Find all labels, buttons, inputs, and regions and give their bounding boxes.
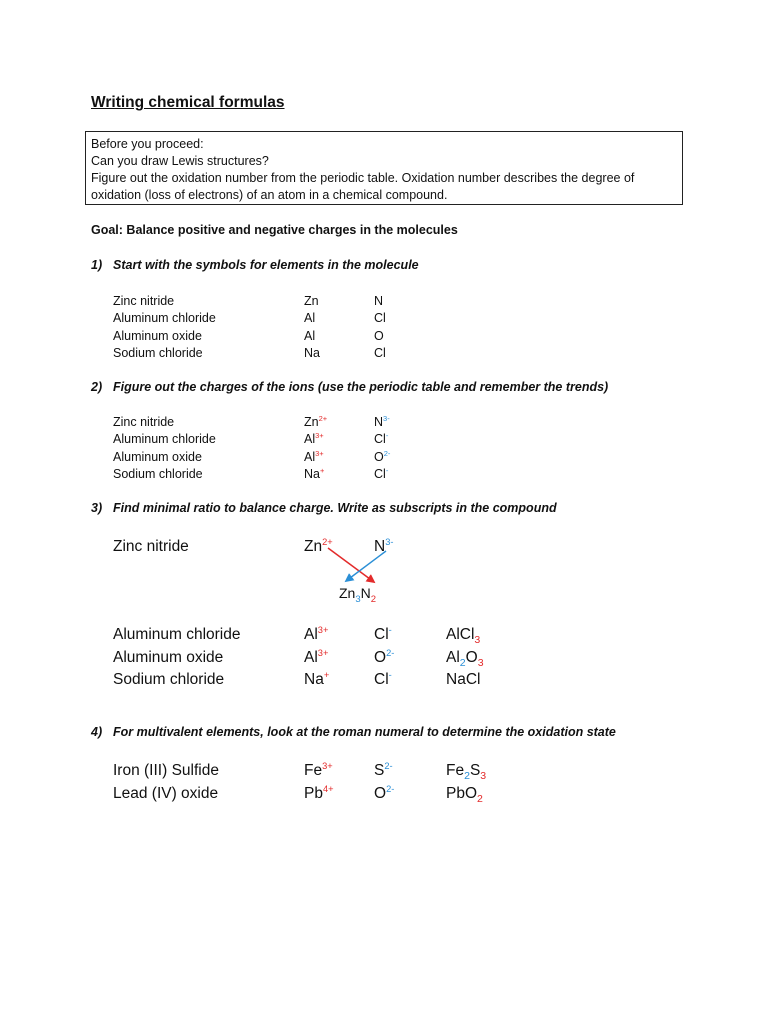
intro-line: oxidation (loss of electrons) of an atom in a chemical compound. [91,188,448,202]
compound-name: Aluminum chloride [113,432,216,447]
element-symbol: N [374,538,386,555]
element-symbol: Na [304,466,320,481]
element-symbol: Al [304,432,316,447]
element-symbol: Cl [374,466,386,481]
formula-product [339,582,376,605]
intro-line: Figure out the oxidation number from the periodic table. Oxidation number describes the degree of [91,171,635,185]
element-symbol: S [374,762,385,779]
step-3-cations [304,624,329,692]
element-symbol: Cl [374,671,389,688]
element-symbol: Cl [374,432,386,447]
step-3-formulas [446,624,484,692]
ion-symbol [374,669,394,692]
element-symbol: Na [304,345,320,360]
compound-name: Aluminum oxide [113,449,202,464]
ion-charge: 4+ [322,783,334,794]
ion-charge: 2- [386,783,395,794]
compound-name: Zinc nitride [113,538,189,555]
step-number: 3) [91,501,103,515]
intro-line: Can you draw Lewis structures? [91,154,269,168]
formula-part: N [360,585,371,601]
step-text: Start with the symbols for elements in the molecule [113,258,419,272]
element-symbol: Cl [374,311,386,326]
element-symbol: Zn [304,294,319,308]
element-symbol: N [374,294,384,308]
formula-part: Zn [339,585,356,601]
ion-symbol [304,783,334,806]
formula-part: Al [446,648,460,666]
compound-name: Zinc nitride [113,294,175,308]
ion-charge: 2+ [322,536,333,547]
formula-subscript: 3 [477,656,484,669]
ion-charge: 3+ [315,448,324,458]
compound-name: Zinc nitride [113,415,175,429]
step-4-names [113,760,219,805]
step-number: 1) [91,258,103,272]
ion-charge: - [385,431,389,441]
element-symbol: O [374,328,384,343]
ion-symbol [374,647,394,670]
ion-charge: 2+ [318,413,328,423]
step-4-cations [304,760,334,805]
compound-name: Aluminum oxide [113,648,224,666]
page-title: Writing chemical formulas [91,94,285,111]
element-symbol: O [374,784,387,802]
compound-name: Aluminum chloride [113,626,241,643]
ion-symbol [304,647,329,670]
element-symbol: O [374,449,384,464]
element-symbol: O [374,648,387,666]
chemical-formula [446,783,486,806]
ion-symbol [304,760,334,783]
ion-charge: - [388,624,392,635]
formula-subscript: 2 [477,792,483,805]
ion-symbol [304,669,329,692]
ion-charge: 3- [385,536,394,547]
ion-charge: 3+ [317,647,329,658]
element-symbol: Al [304,449,316,464]
ion-charge: 3- [383,413,390,423]
step-text: For multivalent elements, look at the roman numeral to determine the oxidation state [113,725,616,739]
formula-part: NaCl [446,671,481,688]
element-symbol: Al [304,311,316,326]
element-symbol: Al [304,328,316,343]
ion-symbol [304,624,329,647]
chemical-formula [446,760,486,783]
chemical-formula [446,624,484,647]
compound-name: Lead (IV) oxide [113,784,219,802]
element-symbol: Fe [304,762,323,779]
step-text: Find minimal ratio to balance charge. Write as subscripts in the compound [113,501,557,515]
formula-subscript: 2 [459,656,466,669]
formula-part: Fe [446,762,465,779]
compound-name: Aluminum oxide [113,328,202,343]
step-4-formulas [446,760,486,805]
formula-subscript: 3 [355,593,361,605]
element-symbol: Al [304,648,318,666]
step-number: 2) [91,380,103,394]
intro-line: Before you proceed: [91,137,204,151]
compound-name: Aluminum chloride [113,311,216,326]
element-symbol: Cl [374,626,389,643]
compound-name: Iron (III) Sulfide [113,762,219,779]
step-4-anions [374,760,394,805]
ion-symbol [374,760,394,783]
ion-charge: - [388,669,392,680]
ion-charge: 2- [384,760,393,771]
element-symbol: Cl [374,345,386,360]
chemical-formula [446,669,484,692]
ion-charge: + [323,669,330,680]
formula-part: PbO [446,784,478,802]
element-symbol: Al [304,626,318,643]
formula-subscript: 3 [474,634,481,647]
compound-name: Sodium chloride [113,345,203,360]
element-symbol: Zn [304,415,319,429]
formula-part: O [465,648,478,666]
step-number: 4) [91,725,103,739]
ion-charge: 3+ [317,624,329,635]
ion-charge: 2- [386,647,395,658]
chemical-formula [446,647,484,670]
step-3-anions [374,624,394,692]
ion-charge: 3+ [322,760,333,771]
compound-name: Sodium chloride [113,466,203,481]
ion-charge: 2- [383,448,391,458]
element-symbol: N [374,415,384,429]
ion-charge: - [385,465,389,475]
formula-part: S [469,762,481,779]
ion-symbol [374,783,394,806]
step-4-heading [91,725,616,739]
compound-name: Sodium chloride [113,671,225,688]
element-symbol: Pb [304,784,323,802]
goal-text: Goal: Balance positive and negative charges in the molecules [91,223,458,237]
formula-subscript: 2 [370,593,377,605]
ion-symbol [374,624,394,647]
formula-part: AlCl [446,626,475,643]
step-text: Figure out the charges of the ions (use the periodic table and remember the trends) [113,380,609,394]
element-symbol: Na [304,671,324,688]
ion-charge: 3+ [315,431,324,441]
ion-charge: + [319,465,325,475]
step-3-names [113,624,241,692]
formula-subscript: 2 [464,770,470,783]
formula-subscript: 3 [480,770,487,783]
element-symbol: Zn [304,538,323,555]
